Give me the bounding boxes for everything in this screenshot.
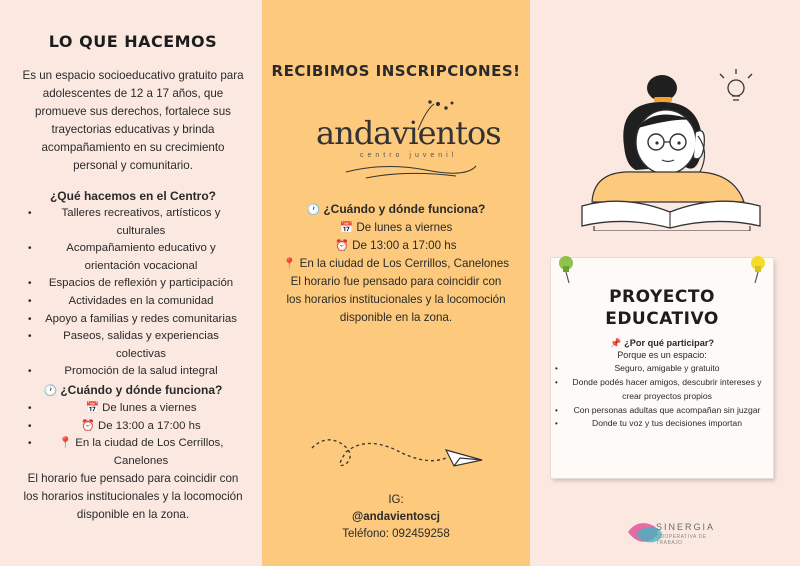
clock-icon: 🕐 (43, 384, 58, 397)
middle-place-text: En la ciudad de Los Cerrillos, Canelones (299, 257, 510, 270)
middle-days-text: De lunes a viernes (356, 221, 453, 234)
list-item (22, 435, 244, 470)
educational-project-card (551, 258, 773, 478)
paper-plane-icon (306, 430, 486, 475)
right-panel (530, 0, 800, 566)
why-intro: Porque es un espacio: (617, 350, 707, 360)
list-item: • Actividades en la comunidad (22, 293, 244, 311)
alarm-clock-icon: ⏰ (81, 419, 96, 432)
alarm-clock-icon: ⏰ (335, 240, 350, 252)
list-item: • Apoyo a familias y redes comunitarias (22, 311, 244, 329)
middle-when-heading (282, 200, 510, 219)
hours-text: De 13:00 a 17:00 hs (98, 419, 201, 432)
card-title-line-1: PROYECTO (609, 287, 715, 307)
list-item: • Acompañamiento educativo y orientación vocacional (22, 240, 244, 275)
list-item: • Donde podés hacer amigos, descubrir intereses y crear proyectos propios (551, 376, 773, 404)
schedule-note: El horario fue pensado para coincidir con los horarios institucionales y la locomoción disponible en la zona. (23, 472, 243, 522)
logo-word: andavientos (316, 114, 501, 152)
location-pin-icon: 📍 (58, 437, 73, 450)
card-title (551, 286, 773, 330)
calendar-icon: 📅 (339, 222, 354, 234)
pushpin-icon (747, 254, 769, 284)
list-item: • Donde tu voz y tus decisiones importan (551, 417, 773, 431)
days-text: De lunes a viernes (102, 401, 197, 414)
list-item (22, 400, 244, 418)
calendar-icon: 📅 (85, 401, 100, 414)
list-item: • Talleres recreativos, artísticos y culturales (22, 205, 244, 240)
middle-when-text: ¿Cuándo y dónde funciona? (323, 202, 486, 216)
middle-info (282, 200, 510, 327)
ig-label: IG: (388, 494, 404, 506)
clock-icon: 🕐 (306, 204, 321, 216)
activities-list (22, 205, 244, 381)
ig-handle[interactable]: @andavientoscj (352, 511, 440, 523)
middle-hours (282, 237, 510, 255)
list-item: • Promoción de la salud integral (22, 363, 244, 381)
middle-place (282, 255, 510, 273)
list-item: • Con personas adultas que acompañan sin juzgar (551, 404, 773, 418)
when-heading-text: ¿Cuándo y dónde funciona? (60, 382, 223, 397)
contact-block (262, 492, 530, 543)
list-item: • Seguro, amigable y gratuito (551, 362, 773, 376)
pushpin-icon (555, 254, 577, 284)
why-heading-text: ¿Por qué participar? (624, 338, 715, 348)
place-text: En la ciudad de Los Cerrillos, Canelones (75, 437, 224, 467)
list-item (22, 418, 244, 436)
why-heading (551, 338, 773, 349)
left-title: LO QUE HACEMOS (48, 32, 218, 51)
location-pin-icon: 📍 (282, 258, 297, 270)
logo-subtitle: centro juvenil (360, 152, 458, 159)
list-item: • Espacios de reflexión y participación (22, 275, 244, 293)
reasons-list (551, 362, 773, 431)
phone-text: Teléfono: 092459258 (342, 528, 450, 540)
list-item: • Paseos, salidas y experiencias colectivas (22, 328, 244, 363)
left-panel (0, 0, 262, 566)
middle-note: El horario fue pensado para coincidir con los horarios institucionales y la locomoción disponible en la zona. (286, 275, 506, 324)
schedule-list (22, 400, 244, 470)
sinergia-name: SINERGIA (656, 522, 716, 532)
middle-panel (262, 0, 530, 566)
sinergia-subtitle: COOPERATIVA DE TRABAJO (656, 534, 707, 546)
middle-hours-text: De 13:00 a 17:00 hs (352, 239, 457, 252)
intro-text: Es un espacio socioeducativo gratuito para adolescentes de 12 a 17 años, que promueve sus derechos, fortalece sus trayectorias educativas y brinda acompañamiento en su crecimiento personal y comunitario. (22, 69, 244, 172)
light-bulb-icon (720, 69, 752, 100)
card-title-line-2: EDUCATIVO (605, 309, 719, 329)
middle-title: RECIBIMOS INSCRIPCIONES! (271, 62, 521, 80)
studying-girl-illustration (574, 66, 774, 231)
when-heading (22, 381, 244, 400)
andavientos-logo (306, 100, 501, 180)
pushpin-icon: 📌 (609, 338, 622, 348)
middle-days (282, 219, 510, 237)
sinergia-logo (626, 516, 726, 548)
what-heading: ¿Qué hacemos en el Centro? (49, 189, 217, 203)
